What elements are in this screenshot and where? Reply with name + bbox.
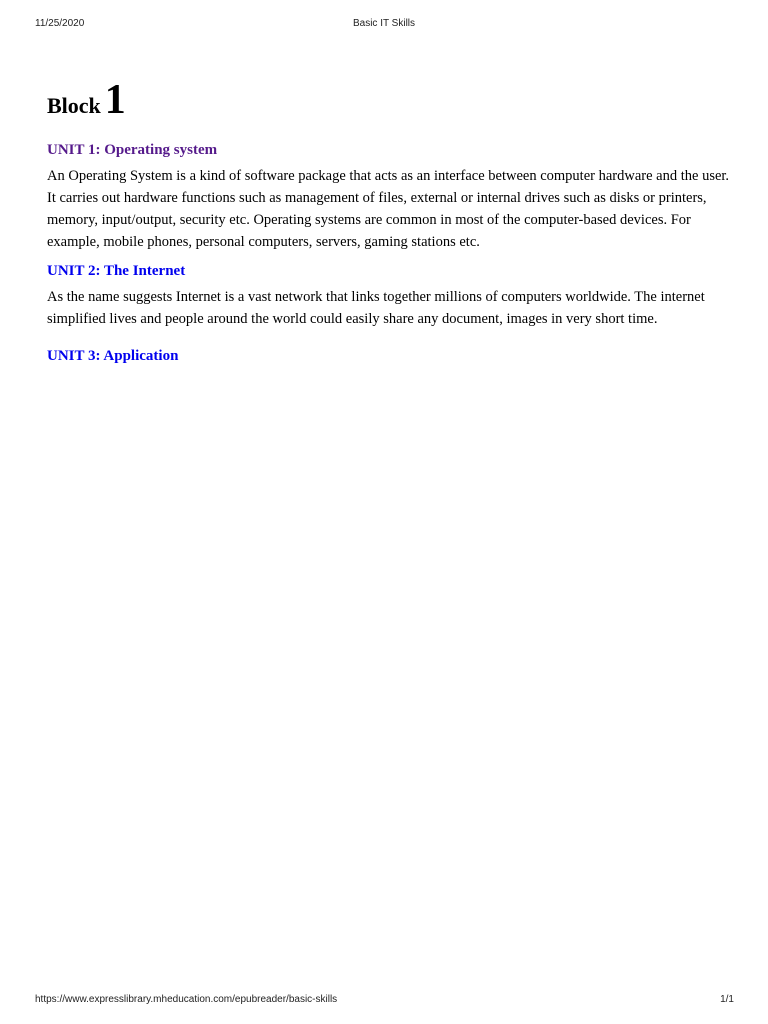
print-page-number: 1/1 bbox=[720, 994, 734, 1005]
unit-1-link[interactable]: UNIT 1: Operating system bbox=[47, 142, 218, 158]
block-number: 1 bbox=[104, 77, 126, 123]
print-date: 11/25/2020 bbox=[35, 18, 85, 29]
unit-1-body: An Operating System is a kind of software package that acts as an interface between computer hardware and the user. It carries out hardware functions such as management of files, external or internal drives such as disks or printers, memory, input/output, security etc. Operating systems are common in most of the computer-based devices. For example, mobile phones, personal computers, servers, gaming stations etc. bbox=[47, 168, 730, 250]
unit-2-link[interactable]: UNIT 2: The Internet bbox=[47, 263, 186, 279]
block-title bbox=[47, 78, 737, 122]
print-header bbox=[0, 18, 768, 32]
unit-2-body: As the name suggests Internet is a vast network that links together millions of computers worldwide. The internet simplified lives and people around the world could easily share any document, images in very short time. bbox=[47, 289, 705, 327]
print-page-title: Basic IT Skills bbox=[352, 18, 416, 29]
unit-2-heading bbox=[47, 261, 737, 281]
block-word: Block bbox=[47, 93, 101, 118]
print-url: https://www.expresslibrary.mheducation.com/epubreader/basic-skills bbox=[35, 994, 338, 1005]
document-content bbox=[47, 78, 737, 366]
unit-3-link[interactable]: UNIT 3: Application bbox=[47, 348, 179, 364]
print-footer bbox=[0, 994, 768, 1008]
unit-1-heading bbox=[47, 140, 737, 160]
unit-3-heading bbox=[47, 346, 737, 366]
